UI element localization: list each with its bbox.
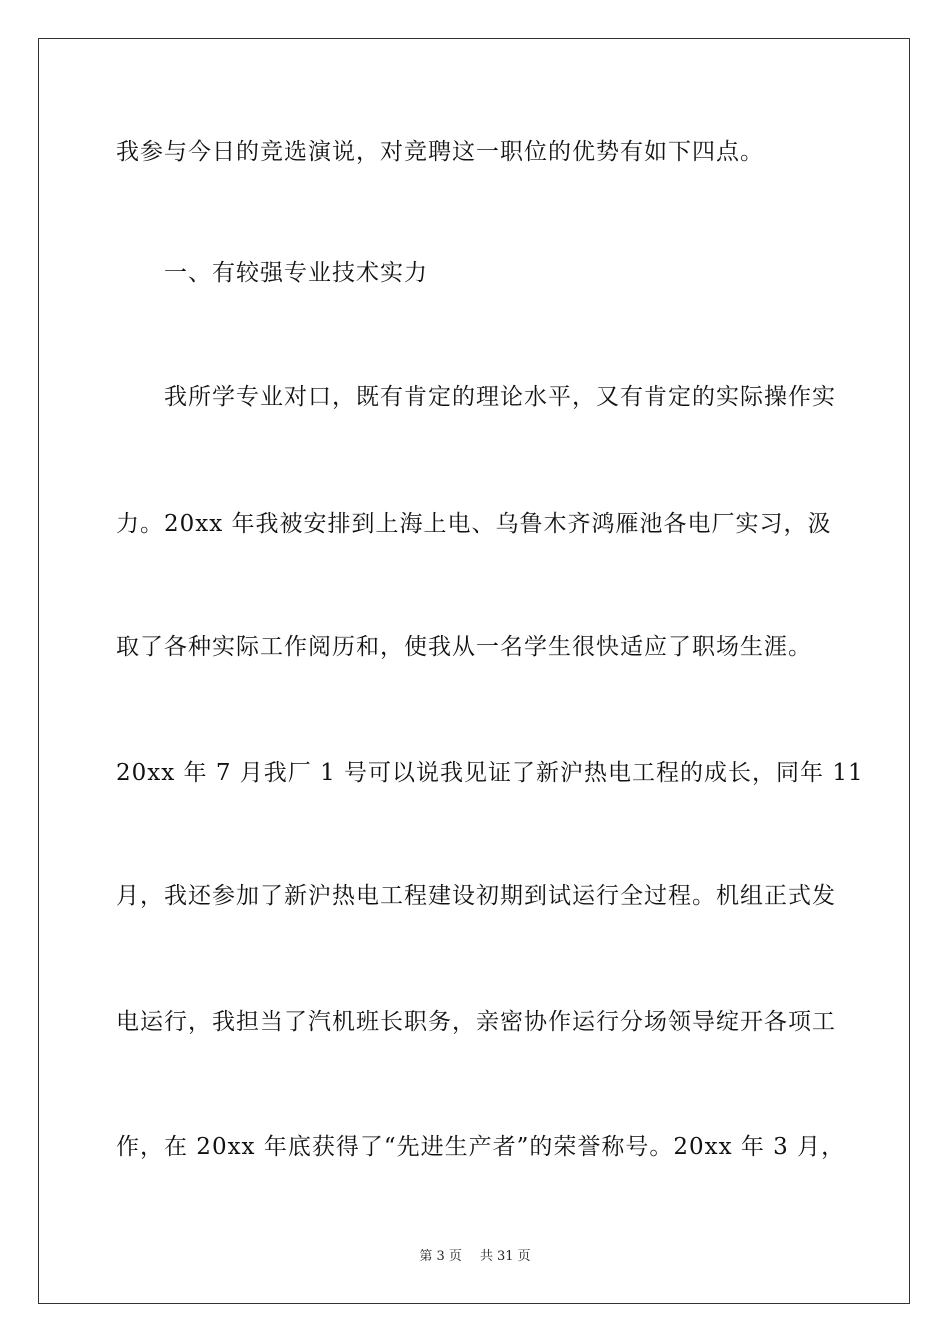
body-line-6: 20xx 年 7 月我厂 1 号可以说我见证了新沪热电工程的成长，同年 11 [116, 760, 864, 786]
body-line-9: 作，在 20xx 年底获得了“先进生产者”的荣誉称号。20xx 年 3 月， [116, 1134, 846, 1160]
page-border [38, 38, 910, 1304]
body-line-8: 电运行，我担当了汽机班长职务，亲密协作运行分场领导绽开各项工 [116, 1009, 836, 1035]
body-line-3: 我所学专业对口，既有肯定的理论水平，又有肯定的实际操作实 [164, 384, 836, 410]
page-footer [0, 1248, 950, 1266]
section-heading: 一、有较强专业技术实力 [164, 260, 428, 286]
page-number: 第 3 页 [419, 1249, 462, 1264]
body-line-4: 力。20xx 年我被安排到上海上电、乌鲁木齐鸿雁池各电厂实习，汲 [116, 511, 832, 537]
page-total: 共 31 页 [479, 1249, 531, 1264]
body-line-5: 取了各种实际工作阅历和，使我从一名学生很快适应了职场生涯。 [116, 634, 812, 660]
body-line-7: 月，我还参加了新沪热电工程建设初期到试运行全过程。机组正式发 [116, 883, 836, 909]
body-line-1: 我参与今日的竞选演说，对竞聘这一职位的优势有如下四点。 [116, 139, 764, 165]
